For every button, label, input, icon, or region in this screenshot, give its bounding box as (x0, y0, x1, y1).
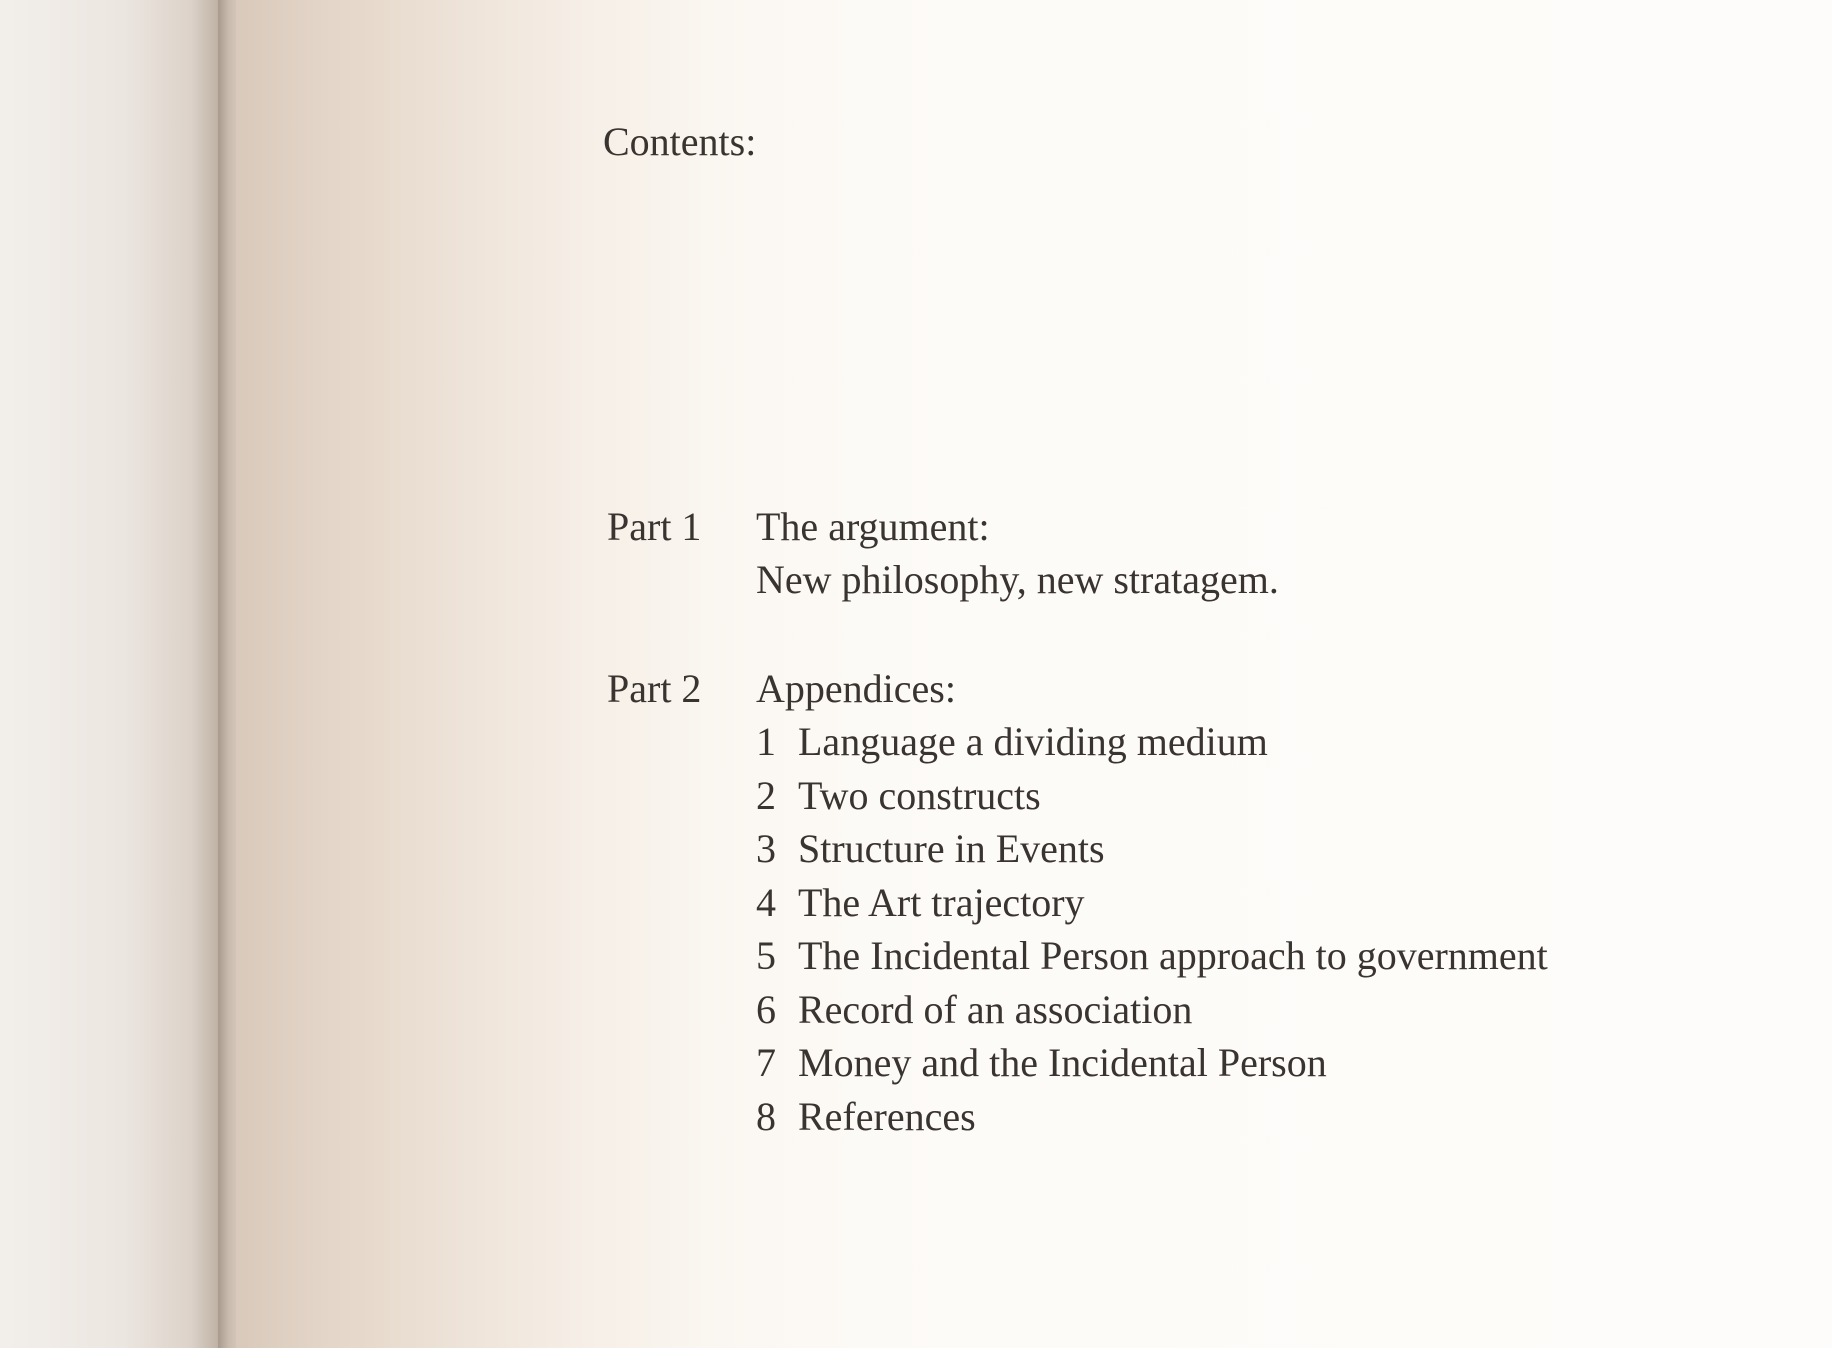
part-body (756, 662, 1756, 1143)
appendix-entry (756, 822, 1756, 876)
part-heading: The argument: (756, 504, 990, 549)
part-subtitle: New philosophy, new stratagem. (756, 557, 1279, 602)
appendix-number: 1 (756, 719, 776, 764)
appendix-title: The Incidental Person approach to government (798, 933, 1548, 978)
appendix-number: 8 (756, 1093, 776, 1139)
appendix-title: Record of an association (798, 986, 1193, 1032)
part-body (756, 500, 1756, 606)
appendix-entry (756, 1036, 1756, 1090)
appendix-entry (756, 983, 1756, 1037)
appendix-entry (756, 876, 1756, 930)
appendix-number: 3 (756, 826, 776, 871)
appendix-title: Money and the Incidental Person (798, 1040, 1327, 1085)
appendix-title: Structure in Events (798, 826, 1105, 871)
appendix-entry (756, 1090, 1756, 1144)
appendix-title: References (798, 1093, 976, 1139)
appendix-title: Two constructs (798, 772, 1041, 818)
appendix-title: Language a dividing medium (798, 719, 1268, 764)
appendix-number: 7 (756, 1040, 776, 1085)
appendix-number: 2 (756, 772, 776, 818)
appendix-entry (756, 769, 1756, 823)
appendix-entry (756, 715, 1756, 769)
appendix-number: 5 (756, 933, 776, 978)
appendix-entry (756, 929, 1756, 983)
part-heading: Appendices: (756, 666, 956, 711)
appendix-number: 6 (756, 986, 776, 1032)
facing-page (0, 0, 225, 1348)
appendix-title: The Art trajectory (798, 879, 1085, 925)
part-label: Part 2 (607, 666, 702, 711)
appendix-number: 4 (756, 879, 776, 925)
part-label: Part 1 (607, 504, 702, 549)
page-title: Contents: (603, 119, 757, 164)
